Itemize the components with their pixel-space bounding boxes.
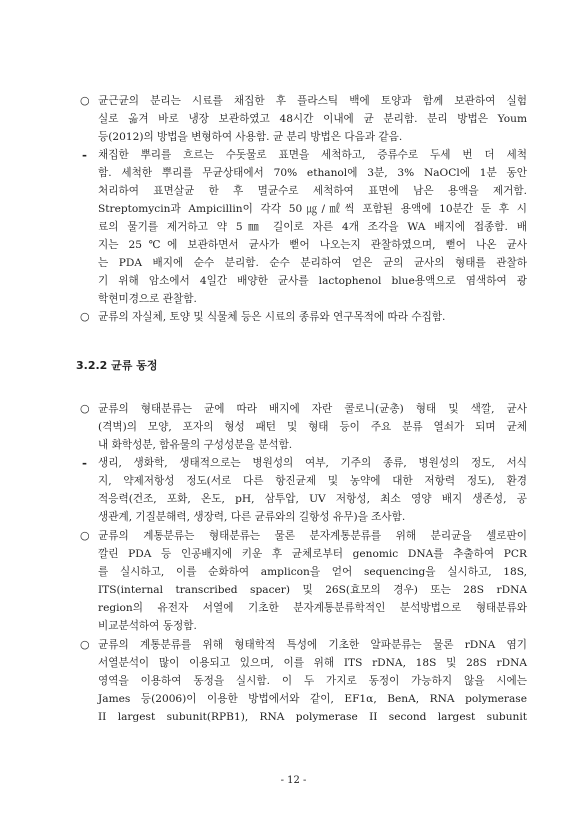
text-line: 비교분석하여 동정함. — [98, 620, 197, 632]
section-heading: 3.2.2 균류 동정 — [76, 359, 158, 372]
text-line: 생관계, 기질분해력, 생장력, 다른 균류와의 길항성 유무)을 조사함. — [98, 511, 406, 523]
text-line: 등(2012)의 방법을 변형하여 사용함. 균 분리 방법은 다음과 같음. — [98, 131, 403, 143]
text-line: 채집한 뿌리를 흐르는 수돗물로 표면을 세척하고, 증류수로 두세 번 더 세척 — [98, 149, 527, 161]
text-line: 서열분석이 많이 이용되고 있으며, 이를 위해 ITS rDNA, 18S 및 28S rDNA — [98, 657, 527, 669]
text-line: 균류의 계통분류를 위해 형태학적 특성에 기초한 알파분류는 물론 rDNA 염기 — [98, 639, 527, 651]
text-line: region의 유전자 서열에 기초한 분자계통분류학적인 분석방법으로 형태분류와 — [98, 602, 527, 614]
bullet-dash: - — [82, 148, 87, 162]
text-line: 를 실시하고, 이를 순화하여 amplicon을 얻어 sequencing을 실시하고, 18S, — [98, 566, 527, 578]
bullet-dash: - — [82, 456, 87, 470]
text-line: 처리하여 표면살균 한 후 멸균수로 세척하여 표면에 남은 용액을 제거함. — [98, 185, 527, 197]
text-line: Streptomycin과 Ampicillin이 각각 50㎍/㎖씩 포함된 용액에 10분간 둔 후 시 — [98, 203, 527, 215]
page-number: - 12 - — [280, 775, 307, 786]
text-line: 기 위해 암소에서 4일간 배양한 균사를 lactophenol blue용액으로 염색하여 광 — [98, 275, 527, 287]
text-line: 균류의 형태분류는 균에 따라 배지에 자란 콜로니(균총) 형태 및 색깔, 균사 — [98, 403, 527, 415]
bullet-circle: ○ — [80, 402, 90, 415]
text-line: ITS(internal transcribed spacer) 및 26S(효모의 경우) 또는 28S rDNA — [98, 584, 527, 596]
text-line: 균근균의 분리는 시료를 채집한 후 플라스틱 백에 토양과 함께 보관하여 실험 — [98, 95, 527, 107]
text-line: 균류의 자실체, 토양 및 식물체 등은 시료의 종류와 연구목적에 따라 수집함. — [98, 311, 446, 323]
bullet-circle: ○ — [80, 310, 90, 323]
bullet-circle: ○ — [80, 638, 90, 651]
text-line: (격벽)의 모양, 포자의 형성 패턴 및 형태 등이 주요 분류 열쇠가 되며 균체 — [98, 421, 527, 433]
bullet-circle: ○ — [80, 94, 90, 107]
text-line: 지, 약제저항성 정도(서로 다른 항진균제 및 농약에 대한 저항력 정도), 환경 — [98, 475, 527, 487]
text-line: 지는 25℃에 보관하면서 균사가 뻗어 나오는지 관찰하였으며, 뻗어 나온 균사 — [98, 239, 527, 251]
bullet-circle: ○ — [80, 529, 90, 542]
text-line: 생리, 생화학, 생태적으로는 병원성의 여부, 기주의 종류, 병원성의 정도, 서식 — [98, 457, 527, 469]
text-line: 학현미경으로 관찰함. — [98, 293, 197, 305]
text-line: 적응력(건조, 포화, 온도, pH, 삼투압, UV 저항성, 최소 영양 배지 생존성, 공 — [98, 493, 527, 505]
text-line: James 등(2006)이 이용한 방법에서와 같이, EF1α, BenA, RNA polymerase — [98, 693, 527, 705]
text-line: 함. 세척한 뿌리를 무균상태에서 70% ethanol에 3분, 3% NaOCl에 1분 동안 — [98, 167, 527, 179]
text-line: 료의 물기를 제거하고 약 5㎜ 길이로 자른 4개 조각을 WA 배지에 접종함. 배 — [98, 221, 527, 233]
text-line: 내 화학성분, 함유물의 구성성분을 분석함. — [98, 439, 293, 451]
text-line: 실로 옮겨 바로 냉장 보관하였고 48시간 이내에 균 분리함. 분리 방법은 Youm — [98, 113, 527, 125]
text-line: 깔린 PDA 등 인공배지에 키운 후 균체로부터 genomic DNA를 추출하여 PCR — [98, 548, 527, 560]
text-line: 영역을 이용하여 동정을 실시함. 이 두 가지로 동정이 가능하지 않을 시에는 — [98, 675, 527, 687]
text-line: 는 PDA 배지에 순수 분리함. 순수 분리하여 얻은 균의 균사의 형태를 관찰하 — [98, 257, 527, 269]
text-line: 균류의 계통분류는 형태분류는 물론 분자계통분류를 위해 분리균을 셀로판이 — [98, 530, 527, 542]
text-line: II largest subunit(RPB1), RNA polymerase II second largest subunit — [98, 711, 527, 723]
